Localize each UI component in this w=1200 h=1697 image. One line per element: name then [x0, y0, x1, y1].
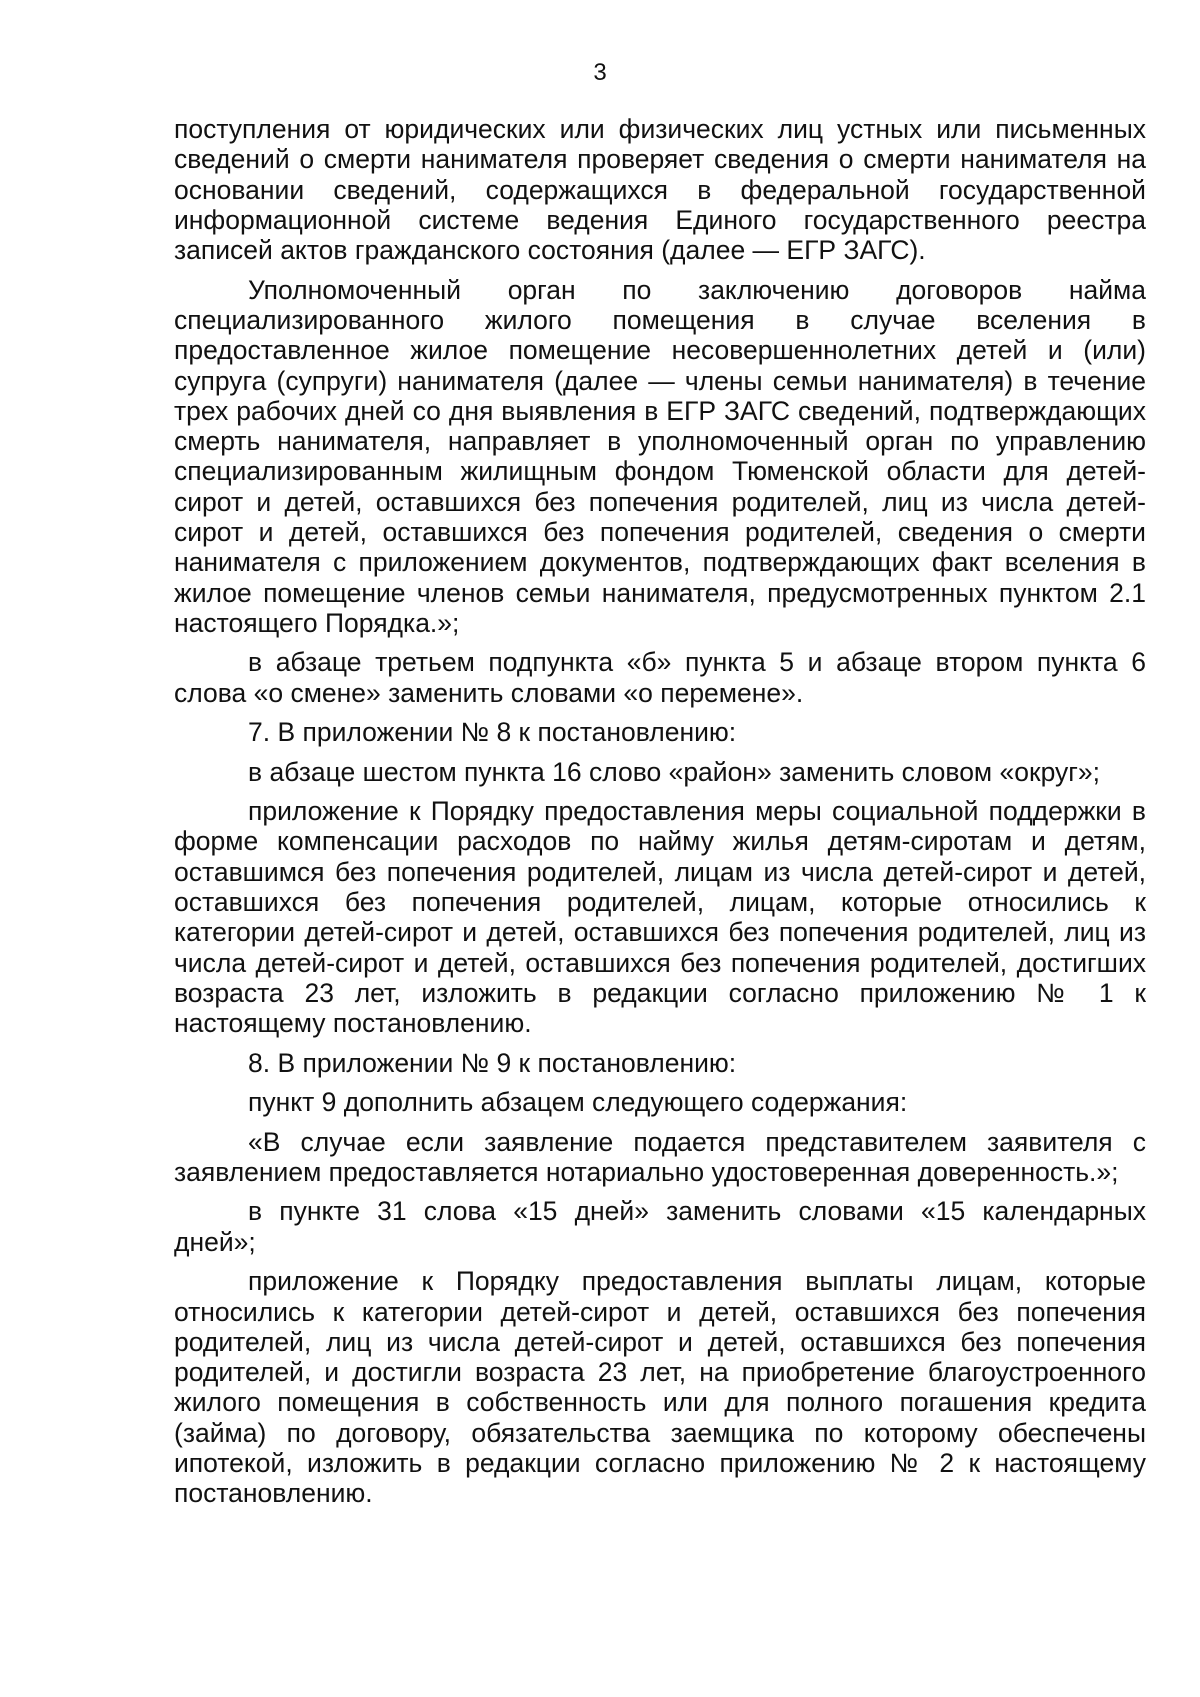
- document-body: [174, 114, 1146, 1518]
- paragraph-item-8: 8. В приложении № 9 к постановлению:: [248, 1047, 737, 1078]
- paragraph-item-8-point-31: в пункте 31 слова «15 дней» заменить словами «15 календарных дней»;: [174, 1196, 1146, 1257]
- paragraph-continuation: поступления от юридических или физических лиц устных или письменных сведений о смерти нанимателя проверяет сведения о смерти нанимателя на основании сведений, содержащихся в федеральной государственной информационной системе ведения Единого государственного реестра записей актов гражданского состояния (далее — ЕГР ЗАГС).: [174, 114, 1146, 266]
- paragraph-item-7-point-16: в абзаце шестом пункта 16 слово «район» заменить словом «округ»;: [248, 756, 1101, 787]
- paragraph-item-8-quote: «В случае если заявление подается представителем заявителя с заявлением предоставляется нотариально удостоверенная доверенность.»;: [174, 1126, 1146, 1187]
- paragraph-item-8-point-9: пункт 9 дополнить абзацем следующего содержания:: [248, 1087, 908, 1118]
- paragraph-authorized-body: Уполномоченный орган по заключению договоров найма специализированного жилого помещения в случае вселения в предоставленное жилое помещение несовершеннолетних детей и (или) супруга (супруги) нанимателя (далее — члены семьи нанимателя) в течение трех рабочих дней со дня выявления в ЕГР ЗАГС сведений, подтверждающих смерть нанимателя, направляет в уполномоченный орган по управлению специализированным жилищным фондом Тюменской области для детей-сирот и детей, оставшихся без попечения родителей, лиц из числа детей-сирот и детей, оставшихся без попечения родителей, сведения о смерти нанимателя с приложением документов, подтверждающих факт вселения в жилое помещение членов семьи нанимателя, предусмотренных пунктом 2.1 настоящего Порядка.»;: [174, 274, 1146, 638]
- paragraph-item-8-annex: приложение к Порядку предоставления выплаты лицам, которые относились к категории детей-сирот и детей, оставшихся без попечения родителей, лиц из числа детей-сирот и детей, оставшихся без попечения родителей, и достигли возраста 23 лет, на приобретение благоустроенного жилого помещения в собственность или для полного погашения кредита (займа) по договору, обязательства заемщика по которому обеспечены ипотекой, изложить в редакции согласно приложению № 2 к настоящему постановлению.: [174, 1266, 1146, 1509]
- paragraph-amendment-words: в абзаце третьем подпункта «б» пункта 5 и абзаце втором пункта 6 слова «о смене» заменить словами «о перемене».: [174, 647, 1146, 708]
- paragraph-item-7-annex: приложение к Порядку предоставления меры социальной поддержки в форме компенсации расходов по найму жилья детям-сиротам и детям, оставшимся без попечения родителей, лицам из числа детей-сирот и детей, оставшихся без попечения родителей, лицам, которые относились к категории детей-сирот и детей, оставшихся без попечения родителей, лиц из числа детей-сирот и детей, оставшихся без попечения родителей, достигших возраста 23 лет, изложить в редакции согласно приложению № 1 к настоящему постановлению.: [174, 796, 1146, 1039]
- paragraph-item-7: 7. В приложении № 8 к постановлению:: [248, 717, 737, 748]
- page-number: 3: [593, 59, 607, 86]
